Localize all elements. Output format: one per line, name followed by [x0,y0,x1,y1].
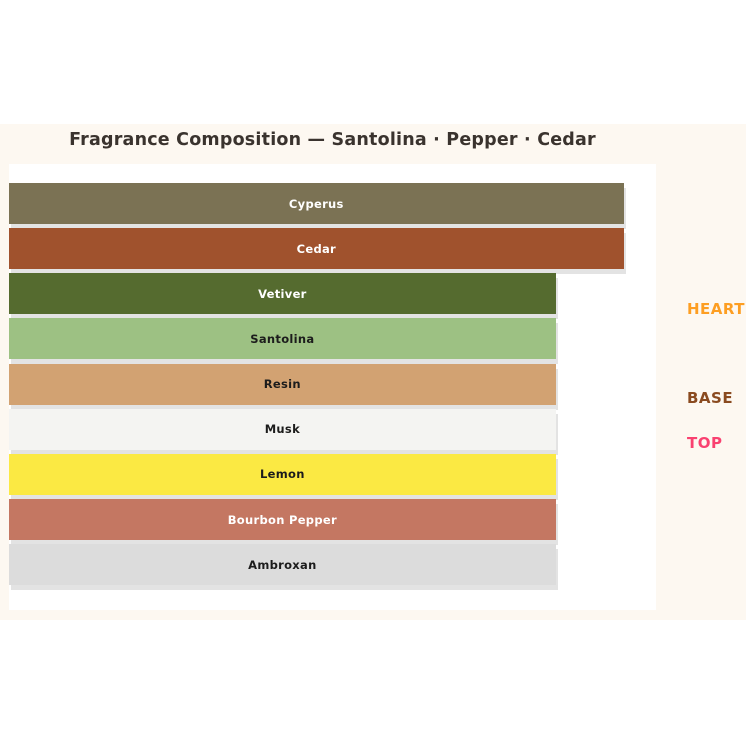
bar-label: Resin [263,377,301,392]
bar-ambroxan [9,544,556,585]
bar-cyperus [9,183,624,224]
bar-label: Cyperus [288,196,344,211]
bar-lemon [9,454,556,495]
bar-musk [9,409,556,450]
bar-bourbon-pepper [9,499,556,540]
annotation-base: BASE [687,389,734,407]
bar-label: Lemon [260,467,305,482]
bar-label: Ambroxan [248,557,317,572]
bar-label: Vetiver [258,286,307,301]
bar-label: Santolina [250,331,315,346]
bar-label: Cedar [296,241,337,256]
bar-resin [9,364,556,405]
bar-cedar [9,228,624,269]
bar-label: Musk [264,422,301,437]
annotation-heart: HEART [687,300,746,318]
annotation-top: TOP [687,434,723,452]
chart-panel [0,124,746,620]
bar-vetiver [9,273,556,314]
bar-label: Bourbon Pepper [227,512,337,527]
chart-title: Fragrance Composition — Santolina · Pepper · Cedar [69,130,596,150]
bar-santolina [9,318,556,359]
plot-area [9,164,656,610]
